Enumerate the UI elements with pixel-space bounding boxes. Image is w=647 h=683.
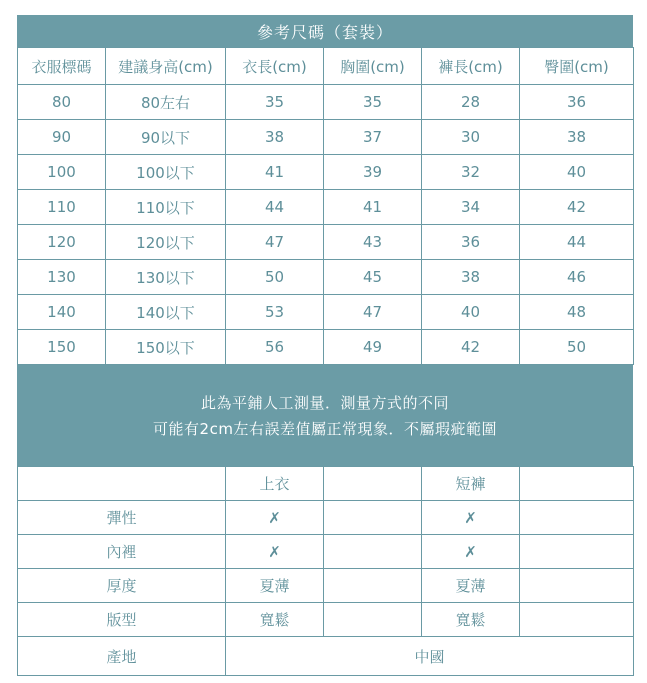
cell-height: 120以下 — [106, 225, 226, 260]
header-top-length: 衣長(cm) — [226, 48, 324, 85]
attr-header-bottom: 短褲 — [422, 467, 520, 501]
cell-chest: 35 — [324, 85, 422, 120]
cell-pants-length: 36 — [422, 225, 520, 260]
cell-hip: 40 — [520, 155, 634, 190]
cell-pants-length: 42 — [422, 330, 520, 365]
cell-chest: 41 — [324, 190, 422, 225]
cell-chest: 43 — [324, 225, 422, 260]
cell-height: 150以下 — [106, 330, 226, 365]
cell-height: 100以下 — [106, 155, 226, 190]
attr-spacer — [324, 569, 422, 603]
cell-top-length: 47 — [226, 225, 324, 260]
cell-height: 80左右 — [106, 85, 226, 120]
cell-top-length: 35 — [226, 85, 324, 120]
attr-label: 版型 — [18, 603, 226, 637]
attr-spacer — [324, 603, 422, 637]
attr-row-fit — [18, 603, 634, 637]
attr-bottom-value: 夏薄 — [422, 569, 520, 603]
cell-pants-length: 40 — [422, 295, 520, 330]
size-table-header — [18, 48, 634, 85]
attr-spacer — [324, 535, 422, 569]
chart-title: 參考尺碼（套裝） — [17, 15, 633, 47]
attr-spacer — [520, 569, 634, 603]
cell-height: 110以下 — [106, 190, 226, 225]
cell-hip: 50 — [520, 330, 634, 365]
table-row — [18, 260, 634, 295]
attr-top-value: 夏薄 — [226, 569, 324, 603]
cell-chest: 49 — [324, 330, 422, 365]
attr-header-blank — [18, 467, 226, 501]
cell-top-length: 53 — [226, 295, 324, 330]
cell-size: 140 — [18, 295, 106, 330]
table-row — [18, 330, 634, 365]
attr-top-value: ✗ — [226, 501, 324, 535]
cell-hip: 44 — [520, 225, 634, 260]
cell-height: 130以下 — [106, 260, 226, 295]
attr-spacer — [324, 501, 422, 535]
cell-chest: 47 — [324, 295, 422, 330]
table-row — [18, 120, 634, 155]
cell-chest: 37 — [324, 120, 422, 155]
cell-pants-length: 38 — [422, 260, 520, 295]
attr-bottom-value: ✗ — [422, 535, 520, 569]
header-chest: 胸圍(cm) — [324, 48, 422, 85]
attr-bottom-value: ✗ — [422, 501, 520, 535]
attr-label: 內裡 — [18, 535, 226, 569]
table-row — [18, 225, 634, 260]
cell-size: 80 — [18, 85, 106, 120]
note-line-1: 此為平鋪人工測量．測量方式的不同 — [200, 393, 449, 412]
cell-pants-length: 30 — [422, 120, 520, 155]
attr-bottom-value: 寬鬆 — [422, 603, 520, 637]
attr-header-spacer — [520, 467, 634, 501]
attr-row-origin — [18, 637, 634, 676]
header-height: 建議身高(cm) — [106, 48, 226, 85]
cell-size: 100 — [18, 155, 106, 190]
attr-row-elasticity — [18, 501, 634, 535]
cell-chest: 45 — [324, 260, 422, 295]
size-table — [17, 47, 634, 365]
attr-row-thickness — [18, 569, 634, 603]
attr-header-spacer — [324, 467, 422, 501]
header-size-label: 衣服標碼 — [18, 48, 106, 85]
origin-label: 產地 — [18, 637, 226, 676]
cell-top-length: 41 — [226, 155, 324, 190]
cell-top-length: 50 — [226, 260, 324, 295]
attr-spacer — [520, 603, 634, 637]
attribute-table — [17, 466, 634, 676]
note-line-2: 可能有2cm左右誤差值屬正常現象．不屬瑕疵範圍 — [153, 419, 497, 438]
cell-hip: 46 — [520, 260, 634, 295]
cell-pants-length: 28 — [422, 85, 520, 120]
measurement-note — [17, 365, 633, 466]
table-row — [18, 155, 634, 190]
cell-size: 130 — [18, 260, 106, 295]
cell-size: 150 — [18, 330, 106, 365]
table-row — [18, 85, 634, 120]
cell-top-length: 44 — [226, 190, 324, 225]
origin-value: 中國 — [226, 637, 634, 676]
header-pants-length: 褲長(cm) — [422, 48, 520, 85]
cell-height: 140以下 — [106, 295, 226, 330]
cell-pants-length: 32 — [422, 155, 520, 190]
cell-size: 90 — [18, 120, 106, 155]
attr-row-lining — [18, 535, 634, 569]
table-row — [18, 295, 634, 330]
cell-size: 110 — [18, 190, 106, 225]
cell-hip: 48 — [520, 295, 634, 330]
attr-top-value: 寬鬆 — [226, 603, 324, 637]
attr-label: 彈性 — [18, 501, 226, 535]
header-hip: 臀圍(cm) — [520, 48, 634, 85]
cell-hip: 38 — [520, 120, 634, 155]
cell-pants-length: 34 — [422, 190, 520, 225]
size-chart — [17, 15, 633, 667]
cell-size: 120 — [18, 225, 106, 260]
cell-hip: 42 — [520, 190, 634, 225]
attr-top-value: ✗ — [226, 535, 324, 569]
cell-top-length: 56 — [226, 330, 324, 365]
cell-height: 90以下 — [106, 120, 226, 155]
attr-spacer — [520, 501, 634, 535]
attr-spacer — [520, 535, 634, 569]
attr-label: 厚度 — [18, 569, 226, 603]
cell-hip: 36 — [520, 85, 634, 120]
attr-header-top: 上衣 — [226, 467, 324, 501]
cell-top-length: 38 — [226, 120, 324, 155]
cell-chest: 39 — [324, 155, 422, 190]
attr-header-row — [18, 467, 634, 501]
table-row — [18, 190, 634, 225]
